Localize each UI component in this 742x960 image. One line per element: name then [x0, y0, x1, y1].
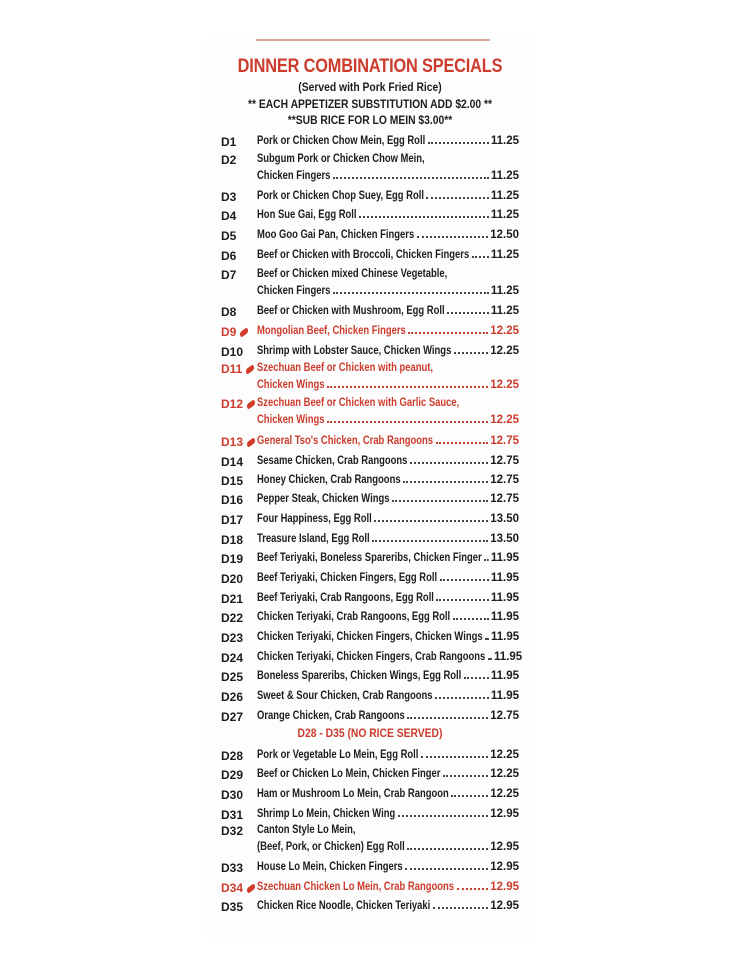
dot-leader [454, 352, 488, 354]
item-name: Chicken Teriyaki, Chicken Fingers, Chicken Wings [257, 631, 483, 643]
item-price: 11.25 [490, 209, 519, 221]
item-name: Chicken Fingers [257, 285, 331, 297]
item-name: Chicken Wings [257, 379, 325, 391]
menu-item [257, 322, 519, 337]
item-name: Pepper Steak, Chicken Wings [257, 493, 390, 505]
item-name: Beef or Chicken with Broccoli, Chicken Fingers [257, 249, 470, 261]
item-price: 11.95 [490, 670, 519, 682]
item-code [221, 611, 243, 625]
item-name: Sesame Chicken, Crab Rangoons [257, 455, 408, 467]
item-name-wrap [257, 414, 325, 426]
item-name-wrap [257, 435, 434, 447]
item-code-text: D5 [221, 229, 237, 243]
item-price: 12.75 [490, 435, 519, 447]
item-name: Pork or Chicken Chow Mein, Egg Roll [257, 135, 426, 147]
item-code [221, 135, 236, 149]
item-code [221, 824, 243, 838]
dot-leader [417, 236, 488, 238]
item-code [221, 435, 256, 449]
item-code-text: D3 [221, 190, 237, 204]
menu-item [257, 490, 519, 505]
item-name-line1: Szechuan Beef or Chicken with Garlic Sauce, [257, 397, 460, 409]
menu-item [257, 608, 519, 623]
menu-item [257, 246, 519, 261]
dot-leader [485, 638, 489, 640]
item-code [221, 493, 243, 507]
menu-item [257, 628, 519, 643]
dot-leader [408, 332, 488, 334]
item-price: 12.75 [490, 455, 519, 467]
item-code [221, 325, 249, 339]
item-code [221, 362, 255, 376]
item-code-text: D15 [221, 474, 244, 488]
item-name-wrap [257, 209, 357, 221]
menu-item [257, 342, 519, 357]
item-name-wrap [257, 808, 396, 820]
item-name: Beef or Chicken with Mushroom, Egg Roll [257, 305, 445, 317]
item-code [221, 788, 243, 802]
item-price: 12.95 [490, 881, 519, 893]
item-price: 12.25 [490, 749, 519, 761]
item-name-wrap [257, 900, 431, 912]
item-code-text: D33 [221, 861, 244, 875]
dot-leader [436, 442, 488, 444]
menu-item [257, 785, 519, 800]
item-name-line1: Beef or Chicken mixed Chinese Vegetable, [257, 268, 448, 280]
menu-item [257, 687, 519, 702]
dot-leader [453, 618, 489, 620]
item-name: Hon Sue Gai, Egg Roll [257, 209, 357, 221]
item-code-text: D32 [221, 824, 244, 838]
item-name: Ham or Mushroom Lo Mein, Crab Rangoon [257, 788, 449, 800]
item-code [221, 861, 243, 875]
dot-leader [407, 848, 488, 850]
item-name-wrap [257, 170, 331, 182]
item-code-text: D2 [221, 153, 237, 167]
dot-leader [433, 907, 488, 909]
item-code [221, 268, 236, 282]
menu-item [257, 589, 519, 604]
item-price: 11.25 [490, 170, 519, 182]
item-price: 12.25 [490, 379, 519, 391]
item-price: 11.95 [490, 552, 519, 564]
dot-leader [484, 559, 489, 561]
item-name-wrap [257, 379, 325, 391]
item-name-wrap [257, 325, 406, 337]
dot-leader [407, 717, 488, 719]
hot-pepper-icon [239, 328, 250, 338]
dot-leader [398, 815, 488, 817]
item-name-wrap [257, 670, 462, 682]
item-name-wrap [257, 493, 390, 505]
section-note: D28 - D35 (NO RICE SERVED) [297, 726, 443, 740]
dot-leader [488, 658, 492, 660]
item-code [221, 690, 243, 704]
item-code-text: D11 [221, 362, 243, 376]
item-code-text: D6 [221, 249, 237, 263]
menu-item [257, 510, 519, 525]
dot-leader [440, 579, 489, 581]
dot-leader [410, 462, 488, 464]
menu-item [257, 707, 519, 722]
hot-pepper-icon [245, 400, 256, 410]
item-code-text: D9 [221, 325, 237, 339]
menu-item [257, 226, 519, 241]
item-name-wrap [257, 305, 445, 317]
item-code [221, 345, 243, 359]
item-code-text: D8 [221, 305, 237, 319]
menu-item [257, 667, 519, 682]
menu-item [257, 838, 519, 853]
item-price: 11.95 [491, 631, 520, 643]
item-price: 12.25 [490, 345, 519, 357]
item-price: 12.25 [490, 768, 519, 780]
item-price: 11.95 [490, 592, 519, 604]
menu-item [257, 167, 519, 182]
item-price: 12.95 [490, 808, 519, 820]
item-code [221, 305, 236, 319]
item-code [221, 710, 243, 724]
dot-leader [421, 756, 488, 758]
item-name-wrap [257, 861, 403, 873]
item-code-text: D34 [221, 881, 244, 895]
item-code-text: D31 [221, 808, 244, 822]
item-name-wrap [257, 768, 441, 780]
item-price: 12.25 [490, 414, 519, 426]
item-code [221, 592, 243, 606]
item-price: 11.95 [494, 651, 523, 663]
item-code [221, 572, 243, 586]
item-code [221, 651, 243, 665]
item-name-wrap [257, 611, 451, 623]
item-name: Shrimp with Lobster Sauce, Chicken Wings [257, 345, 452, 357]
lo-mein-note: **SUB RICE FOR LO MEIN $3.00** [287, 113, 453, 127]
item-name-wrap [257, 345, 452, 357]
item-price: 11.25 [490, 190, 519, 202]
item-name-wrap [257, 841, 405, 853]
item-code [221, 455, 243, 469]
item-code-text: D26 [221, 690, 244, 704]
item-code-text: D27 [221, 710, 244, 724]
item-code-text: D12 [221, 397, 244, 411]
dot-leader [405, 868, 488, 870]
item-name-wrap [257, 229, 415, 241]
item-price: 12.75 [490, 710, 519, 722]
item-code-text: D21 [221, 592, 244, 606]
menu-item [257, 411, 519, 426]
item-code [221, 768, 243, 782]
menu-item [257, 648, 523, 663]
menu-item [257, 452, 519, 467]
menu-item [257, 765, 519, 780]
dot-leader [333, 292, 489, 294]
item-code [221, 153, 236, 167]
dot-leader [327, 386, 488, 388]
item-code [221, 670, 243, 684]
item-code [221, 397, 256, 411]
item-code-text: D28 [221, 749, 244, 763]
menu-item [257, 549, 519, 564]
item-code-text: D35 [221, 900, 244, 914]
item-name-wrap [257, 881, 455, 893]
item-name-wrap [257, 513, 372, 525]
dot-leader [372, 540, 488, 542]
item-name: Chicken Teriyaki, Crab Rangoons, Egg Roll [257, 611, 451, 623]
dot-leader [374, 520, 488, 522]
item-name-wrap [257, 552, 482, 564]
dot-leader [359, 216, 489, 218]
item-name-wrap [257, 651, 486, 663]
item-code-text: D19 [221, 552, 244, 566]
item-name-line1: Szechuan Beef or Chicken with peanut, [257, 362, 434, 374]
item-name: Treasure Island, Egg Roll [257, 533, 370, 545]
dot-leader [447, 312, 489, 314]
item-name: Sweet & Sour Chicken, Crab Rangoons [257, 690, 433, 702]
item-code [221, 190, 236, 204]
item-price: 13.50 [490, 533, 519, 545]
item-name-wrap [257, 533, 370, 545]
item-name: Four Happiness, Egg Roll [257, 513, 372, 525]
menu-item [257, 858, 519, 873]
item-code [221, 749, 243, 763]
item-name: Chicken Rice Noodle, Chicken Teriyaki [257, 900, 431, 912]
item-name-wrap [257, 631, 483, 643]
item-name-wrap [257, 285, 331, 297]
item-name: Szechuan Chicken Lo Mein, Crab Rangoons [257, 881, 455, 893]
item-name: Boneless Spareribs, Chicken Wings, Egg Roll [257, 670, 462, 682]
item-name-line1: Subgum Pork or Chicken Chow Mein, [257, 153, 425, 165]
item-code-text: D20 [221, 572, 244, 586]
item-price: 11.25 [490, 305, 519, 317]
item-name: Pork or Vegetable Lo Mein, Egg Roll [257, 749, 419, 761]
item-code-text: D7 [221, 268, 237, 282]
item-code-text: D30 [221, 788, 244, 802]
item-name: Chicken Teriyaki, Chicken Fingers, Crab Rangoons [257, 651, 486, 663]
item-name: Mongolian Beef, Chicken Fingers [257, 325, 406, 337]
item-code [221, 209, 236, 223]
item-name: Beef Teriyaki, Boneless Spareribs, Chicken Finger [257, 552, 482, 564]
item-price: 11.95 [490, 572, 519, 584]
dot-leader [472, 256, 489, 258]
menu-title: DINNER COMBINATION SPECIALS [237, 56, 503, 77]
item-name: General Tso's Chicken, Crab Rangoons [257, 435, 434, 447]
menu-item [257, 569, 519, 584]
item-name-wrap [257, 190, 424, 202]
item-code-text: D10 [221, 345, 244, 359]
item-name: Shrimp Lo Mein, Chicken Wing [257, 808, 396, 820]
menu-item [257, 206, 519, 221]
item-name-line1: Canton Style Lo Mein, [257, 824, 356, 836]
item-name: Chicken Fingers [257, 170, 331, 182]
item-price: 13.50 [490, 513, 519, 525]
item-code [221, 808, 243, 822]
item-price: 12.95 [490, 861, 519, 873]
menu-item [257, 302, 519, 317]
item-price: 12.50 [490, 229, 519, 241]
item-price: 11.25 [490, 135, 519, 147]
item-code-text: D29 [221, 768, 244, 782]
menu-subtitle: (Served with Pork Fried Rice) [298, 80, 442, 94]
item-price: 12.25 [490, 788, 519, 800]
item-code [221, 881, 256, 895]
item-price: 12.95 [490, 900, 519, 912]
item-name: Chicken Wings [257, 414, 325, 426]
menu-item [257, 432, 519, 447]
dot-leader [464, 677, 489, 679]
item-name-wrap [257, 788, 449, 800]
dot-leader [435, 697, 489, 699]
item-name-wrap [257, 474, 401, 486]
item-code [221, 900, 243, 914]
dot-leader [333, 177, 489, 179]
item-name-wrap [257, 592, 434, 604]
item-code [221, 474, 243, 488]
dot-leader [426, 197, 489, 199]
dot-leader [403, 481, 488, 483]
item-code [221, 249, 236, 263]
item-code-text: D23 [221, 631, 244, 645]
item-price: 11.25 [490, 285, 519, 297]
item-code [221, 229, 236, 243]
item-price: 11.95 [490, 690, 519, 702]
menu-item [257, 805, 519, 820]
menu-item [257, 132, 519, 147]
item-code-text: D17 [221, 513, 244, 527]
item-name: Honey Chicken, Crab Rangoons [257, 474, 401, 486]
item-name: Moo Goo Gai Pan, Chicken Fingers [257, 229, 415, 241]
dot-leader [457, 888, 488, 890]
item-code-text: D14 [221, 455, 244, 469]
menu-item [257, 471, 519, 486]
item-code-text: D22 [221, 611, 244, 625]
dot-leader [392, 500, 488, 502]
dot-leader [428, 142, 489, 144]
item-name: House Lo Mein, Chicken Fingers [257, 861, 403, 873]
item-code-text: D16 [221, 493, 244, 507]
item-code-text: D13 [221, 435, 244, 449]
item-name: Beef Teriyaki, Crab Rangoons, Egg Roll [257, 592, 434, 604]
menu-item [257, 376, 519, 391]
hot-pepper-icon [245, 438, 256, 448]
item-code-text: D25 [221, 670, 244, 684]
dot-leader [443, 775, 488, 777]
item-code [221, 513, 243, 527]
item-name-wrap [257, 135, 426, 147]
item-price: 12.75 [490, 493, 519, 505]
item-price: 11.25 [490, 249, 519, 261]
hot-pepper-icon [245, 365, 256, 375]
item-name-wrap [257, 249, 470, 261]
item-name-wrap [257, 749, 419, 761]
item-price: 12.75 [490, 474, 519, 486]
substitution-note: ** EACH APPETIZER SUBSTITUTION ADD $2.00 ** [247, 97, 493, 111]
dot-leader [327, 421, 488, 423]
hot-pepper-icon [245, 884, 256, 894]
item-name: Beef Teriyaki, Chicken Fingers, Egg Roll [257, 572, 438, 584]
menu-item [257, 530, 519, 545]
top-rule [256, 39, 490, 41]
menu-item [257, 878, 519, 893]
item-code-text: D18 [221, 533, 244, 547]
item-name-wrap [257, 455, 408, 467]
menu-item [257, 897, 519, 912]
item-price: 11.95 [490, 611, 519, 623]
item-code-text: D24 [221, 651, 244, 665]
item-name: Orange Chicken, Crab Rangoons [257, 710, 405, 722]
item-code-text: D1 [221, 135, 237, 149]
dot-leader [436, 599, 489, 601]
item-name-wrap [257, 690, 433, 702]
item-code [221, 533, 243, 547]
item-price: 12.95 [490, 841, 519, 853]
item-code [221, 631, 243, 645]
item-name: (Beef, Pork, or Chicken) Egg Roll [257, 841, 405, 853]
item-code-text: D4 [221, 209, 237, 223]
item-name-wrap [257, 572, 438, 584]
item-price: 12.25 [490, 325, 519, 337]
menu-item [257, 746, 519, 761]
menu-item [257, 282, 519, 297]
item-name-wrap [257, 710, 405, 722]
dot-leader [451, 795, 488, 797]
item-name: Beef or Chicken Lo Mein, Chicken Finger [257, 768, 441, 780]
item-name: Pork or Chicken Chop Suey, Egg Roll [257, 190, 424, 202]
menu-item [257, 187, 519, 202]
item-code [221, 552, 243, 566]
